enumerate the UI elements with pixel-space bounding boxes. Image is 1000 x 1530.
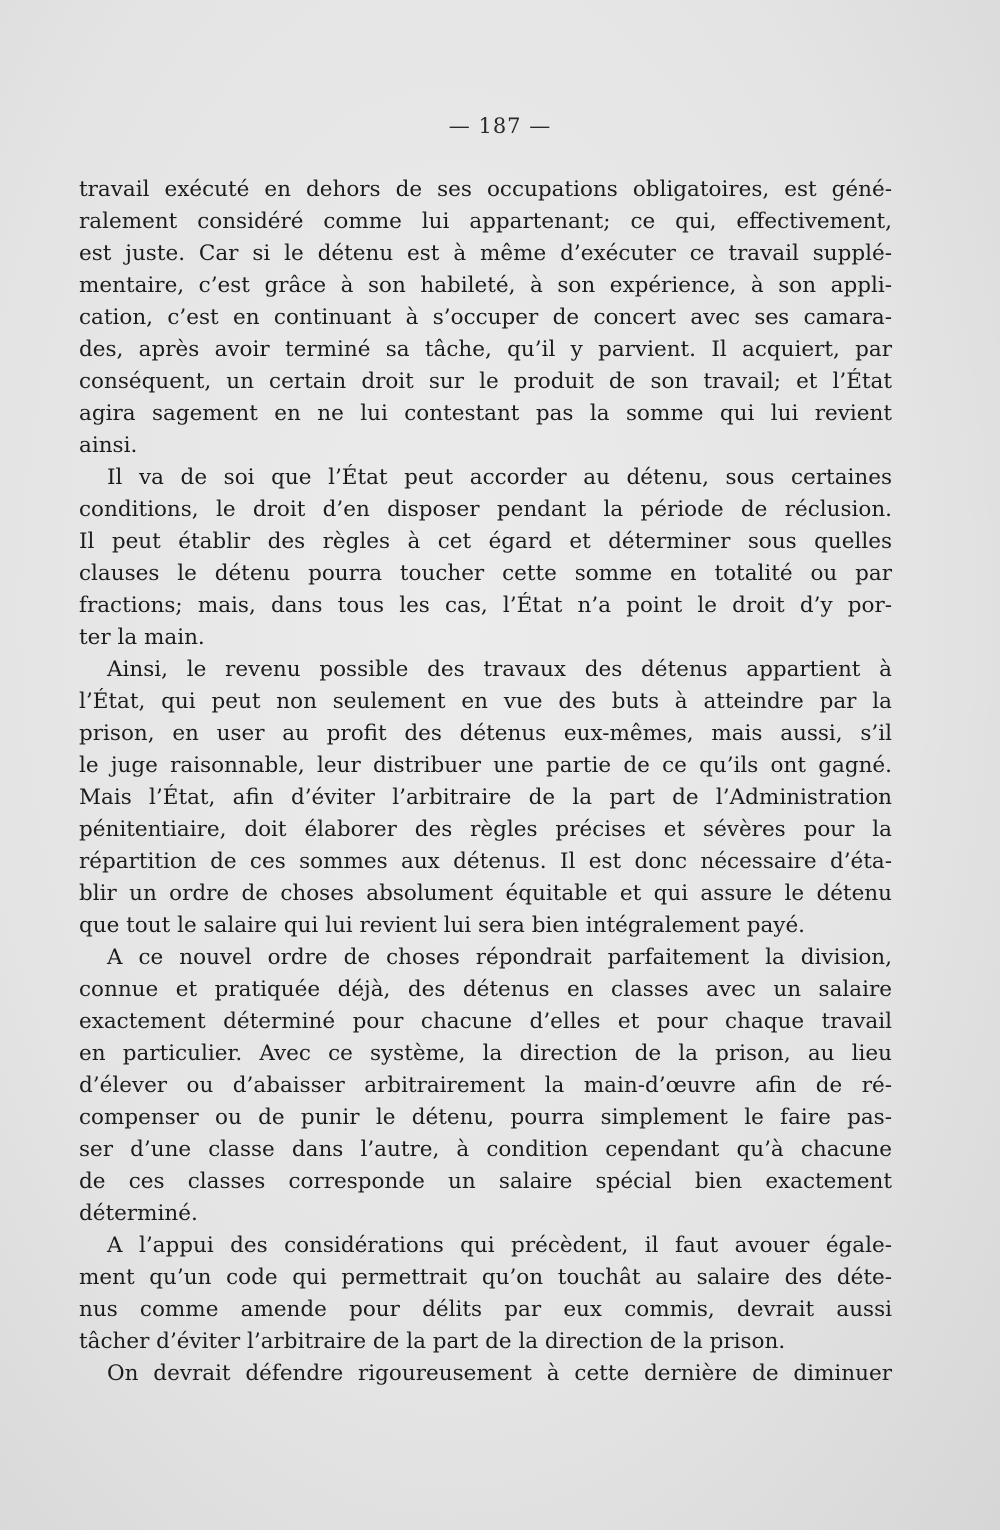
- text-line: répartition de ces sommes aux détenus. Il est donc nécessaire d’éta-: [79, 849, 892, 874]
- text-line: travail exécuté en dehors de ses occupations obligatoires, est géné-: [79, 177, 892, 202]
- text-line: On devrait défendre rigoureusement à cette dernière de diminuer: [107, 1361, 892, 1386]
- text-line: pénitentiaire, doit élaborer des règles précises et sévères pour la: [79, 817, 892, 842]
- text-line: mentaire, c’est grâce à son habileté, à son expérience, à son appli-: [79, 273, 892, 298]
- text-line: ter la main.: [79, 625, 205, 650]
- text-line: conséquent, un certain droit sur le produit de son travail; et l’État: [79, 369, 892, 394]
- text-line: compenser ou de punir le détenu, pourra simplement le faire pas-: [79, 1105, 892, 1130]
- text-line: le juge raisonnable, leur distribuer une partie de ce qu’ils ont gagné.: [79, 753, 892, 778]
- text-line: en particulier. Avec ce système, la direction de la prison, au lieu: [79, 1041, 892, 1066]
- text-line: agira sagement en ne lui contestant pas la somme qui lui revient: [79, 401, 892, 426]
- text-line: est juste. Car si le détenu est à même d’exécuter ce travail supplé-: [79, 241, 892, 266]
- body-text: [79, 174, 892, 1390]
- text-line: Il va de soi que l’État peut accorder au détenu, sous certaines: [107, 465, 892, 490]
- text-line: Ainsi, le revenu possible des travaux des détenus appartient à: [107, 657, 892, 682]
- text-line: ser d’une classe dans l’autre, à condition cependant qu’à chacune: [79, 1137, 892, 1162]
- text-line: des, après avoir terminé sa tâche, qu’il y parvient. Il acquiert, par: [79, 337, 892, 362]
- text-line: Mais l’État, afin d’éviter l’arbitraire de la part de l’Administration: [79, 785, 892, 810]
- text-line: blir un ordre de choses absolument équitable et qui assure le détenu: [79, 881, 892, 906]
- text-line: Il peut établir des règles à cet égard et déterminer sous quelles: [79, 529, 892, 554]
- text-line: de ces classes corresponde un salaire spécial bien exactement: [79, 1169, 892, 1194]
- text-line: A ce nouvel ordre de choses répondrait parfaitement la division,: [107, 945, 892, 970]
- text-line: que tout le salaire qui lui revient lui sera bien intégralement payé.: [79, 913, 806, 938]
- page-number: — 187 —: [448, 114, 552, 138]
- text-line: ment qu’un code qui permettrait qu’on touchât au salaire des déte-: [79, 1265, 892, 1290]
- text-line: ralement considéré comme lui appartenant; ce qui, effectivement,: [79, 209, 892, 234]
- text-line: A l’appui des considérations qui précèdent, il faut avouer égale-: [107, 1233, 892, 1258]
- text-line: prison, en user au profit des détenus eux-mêmes, mais aussi, s’il: [79, 721, 892, 746]
- text-line: déterminé.: [79, 1201, 198, 1226]
- text-line: exactement déterminé pour chacune d’elles et pour chaque travail: [79, 1009, 892, 1034]
- text-line: conditions, le droit d’en disposer pendant la période de réclusion.: [79, 497, 892, 522]
- text-line: connue et pratiquée déjà, des détenus en classes avec un salaire: [79, 977, 892, 1002]
- text-line: tâcher d’éviter l’arbitraire de la part de la direction de la prison.: [79, 1329, 786, 1354]
- text-line: clauses le détenu pourra toucher cette somme en totalité ou par: [79, 561, 892, 586]
- text-line: ainsi.: [79, 433, 138, 458]
- text-line: fractions; mais, dans tous les cas, l’État n’a point le droit d’y por-: [79, 593, 892, 618]
- text-line: cation, c’est en continuant à s’occuper de concert avec ses camara-: [79, 305, 892, 330]
- text-line: l’État, qui peut non seulement en vue des buts à atteindre par la: [79, 689, 892, 714]
- text-line: d’élever ou d’abaisser arbitrairement la main-d’œuvre afin de ré-: [79, 1073, 892, 1098]
- text-line: nus comme amende pour délits par eux commis, devrait aussi: [79, 1297, 892, 1322]
